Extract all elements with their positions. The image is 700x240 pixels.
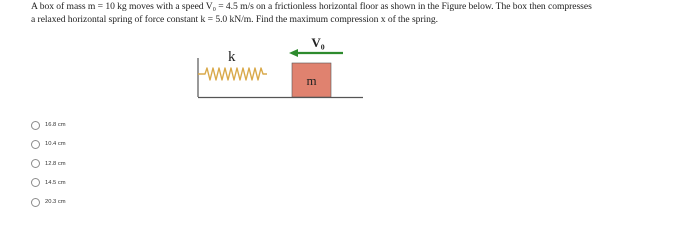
figure-svg <box>195 34 365 104</box>
answer-option-label: 14.5 cm <box>45 179 66 186</box>
radio-button[interactable] <box>31 178 40 187</box>
answer-option[interactable] <box>31 175 66 191</box>
box-mass-label: m <box>306 73 317 88</box>
answer-option[interactable] <box>31 156 66 172</box>
answer-option-label: 20.3 cm <box>45 199 66 206</box>
radio-button[interactable] <box>31 198 40 207</box>
answer-option[interactable] <box>31 136 66 152</box>
spring-box-figure <box>195 34 365 104</box>
question-text <box>31 1 696 26</box>
question-line-1: A box of mass m = 10 kg moves with a speed V₀ = 4.5 m/s on a frictionless horizontal floor as shown in the Figure below. The box then compresses <box>31 1 592 12</box>
answer-option-label: 10.4 cm <box>45 141 66 148</box>
spring <box>198 68 267 80</box>
velocity-label: V₀ <box>311 35 325 50</box>
radio-button[interactable] <box>31 140 40 149</box>
answer-options <box>31 117 66 213</box>
spring-constant-label: k <box>228 49 236 65</box>
radio-button[interactable] <box>31 159 40 168</box>
answer-option-label: 12.8 cm <box>45 160 66 167</box>
answer-option-label: 16.8 cm <box>45 122 66 128</box>
answer-option[interactable] <box>31 194 66 210</box>
question-line-2: a relaxed horizontal spring of force constant k = 5.0 kN/m. Find the maximum compression x of the spring. <box>31 13 439 25</box>
arrow-left-icon <box>289 49 298 57</box>
answer-option[interactable] <box>31 117 66 133</box>
radio-button[interactable] <box>31 121 40 130</box>
